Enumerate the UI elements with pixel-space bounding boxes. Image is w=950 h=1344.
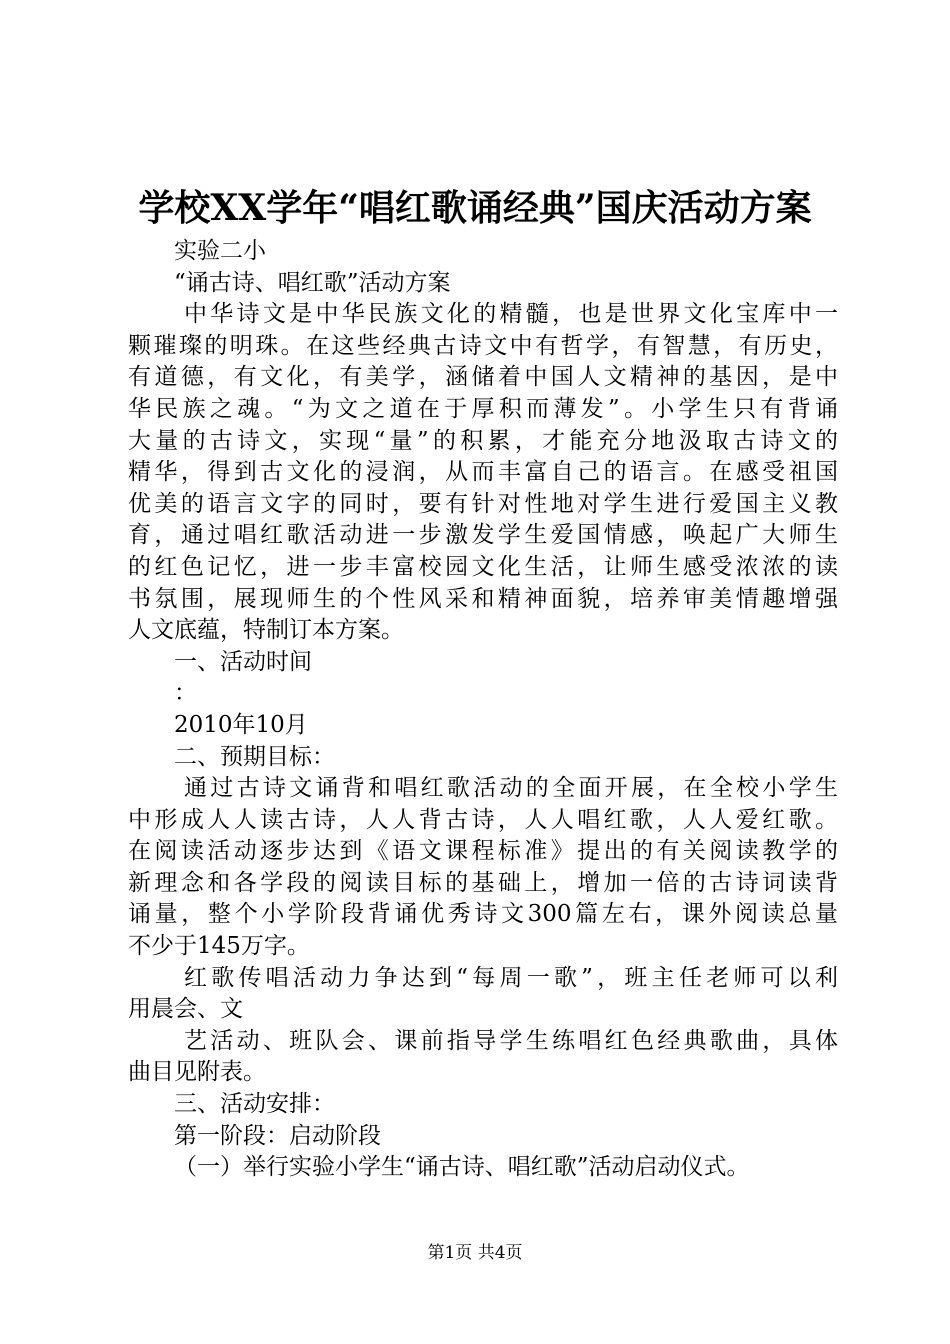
text-line: 颗璀璨的明珠。在这些经典古诗文中有哲学，有智慧，有历史， bbox=[128, 332, 838, 359]
text-line: 中华诗文是中华民族文化的精髓，也是世界文化宝库中一 bbox=[184, 301, 838, 328]
text-line: 曲目见附表。 bbox=[128, 1059, 266, 1086]
text-line: “诵古诗、唱红歌”活动方案 bbox=[174, 269, 451, 296]
section-heading: 二、预期目标： bbox=[174, 743, 335, 770]
text-line: 的红色记忆，进一步丰富校园文化生活，让师生感受浓浓的读 bbox=[128, 553, 838, 580]
text-line: 中形成人人读古诗，人人背古诗，人人唱红歌，人人爱红歌。 bbox=[128, 806, 838, 833]
text-line: 大量的古诗文，实现“量”的积累，才能充分地汲取古诗文的 bbox=[128, 427, 838, 454]
page-footer: 第1页 共4页 bbox=[427, 1243, 523, 1263]
text-line: 有道德，有文化，有美学，涵储着中国人文精神的基因，是中 bbox=[128, 364, 838, 391]
date-line: 2010年10月 bbox=[174, 711, 308, 738]
text-line: ： bbox=[174, 680, 197, 707]
text-line: 华民族之魂。“为文之道在于厚积而薄发”。小学生只有背诵 bbox=[128, 395, 838, 422]
text-line: 新理念和各学段的阅读目标的基础上，增加一倍的古诗词读背 bbox=[128, 869, 838, 896]
text-line: 书氛围，展现师生的个性风采和精神面貌，培养审美情趣增强 bbox=[128, 585, 838, 612]
section-heading: 三、活动安排： bbox=[174, 1091, 335, 1118]
text-line: 不少于145万字。 bbox=[128, 933, 310, 960]
text-line: 优美的语言文字的同时，要有针对性地对学生进行爱国主义教 bbox=[128, 490, 838, 517]
document-body bbox=[128, 236, 838, 1184]
section-heading: 一、活动时间 bbox=[174, 648, 312, 675]
text-line: （一）举行实验小学生“诵古诗、唱红歌”活动启动仪式。 bbox=[174, 1154, 750, 1181]
text-line: 在阅读活动逐步达到《语文课程标准》提出的有关阅读教学的 bbox=[128, 838, 838, 865]
text-line: 艺活动、班队会、课前指导学生练唱红色经典歌曲，具体 bbox=[184, 1027, 838, 1054]
text-line: 育，通过唱红歌活动进一步激发学生爱国情感，唤起广大师生 bbox=[128, 522, 838, 549]
text-line: 诵量，整个小学阶段背诵优秀诗文300篇左右，课外阅读总量 bbox=[128, 901, 838, 928]
text-line: 精华，得到古文化的浸润，从而丰富自己的语言。在感受祖国 bbox=[128, 459, 838, 486]
text-line: 人文底蕴，特制订本方案。 bbox=[128, 617, 404, 644]
text-line: 实验二小 bbox=[174, 238, 266, 264]
subsection-heading: 第一阶段：启动阶段 bbox=[174, 1122, 381, 1149]
text-line: 红歌传唱活动力争达到“每周一歌”，班主任老师可以利 bbox=[184, 964, 838, 991]
text-line: 通过古诗文诵背和唱红歌活动的全面开展，在全校小学生 bbox=[184, 775, 838, 802]
document-title: 学校XX学年“唱红歌诵经典”国庆活动方案 bbox=[138, 187, 812, 229]
text-line: 用晨会、文 bbox=[128, 996, 243, 1023]
